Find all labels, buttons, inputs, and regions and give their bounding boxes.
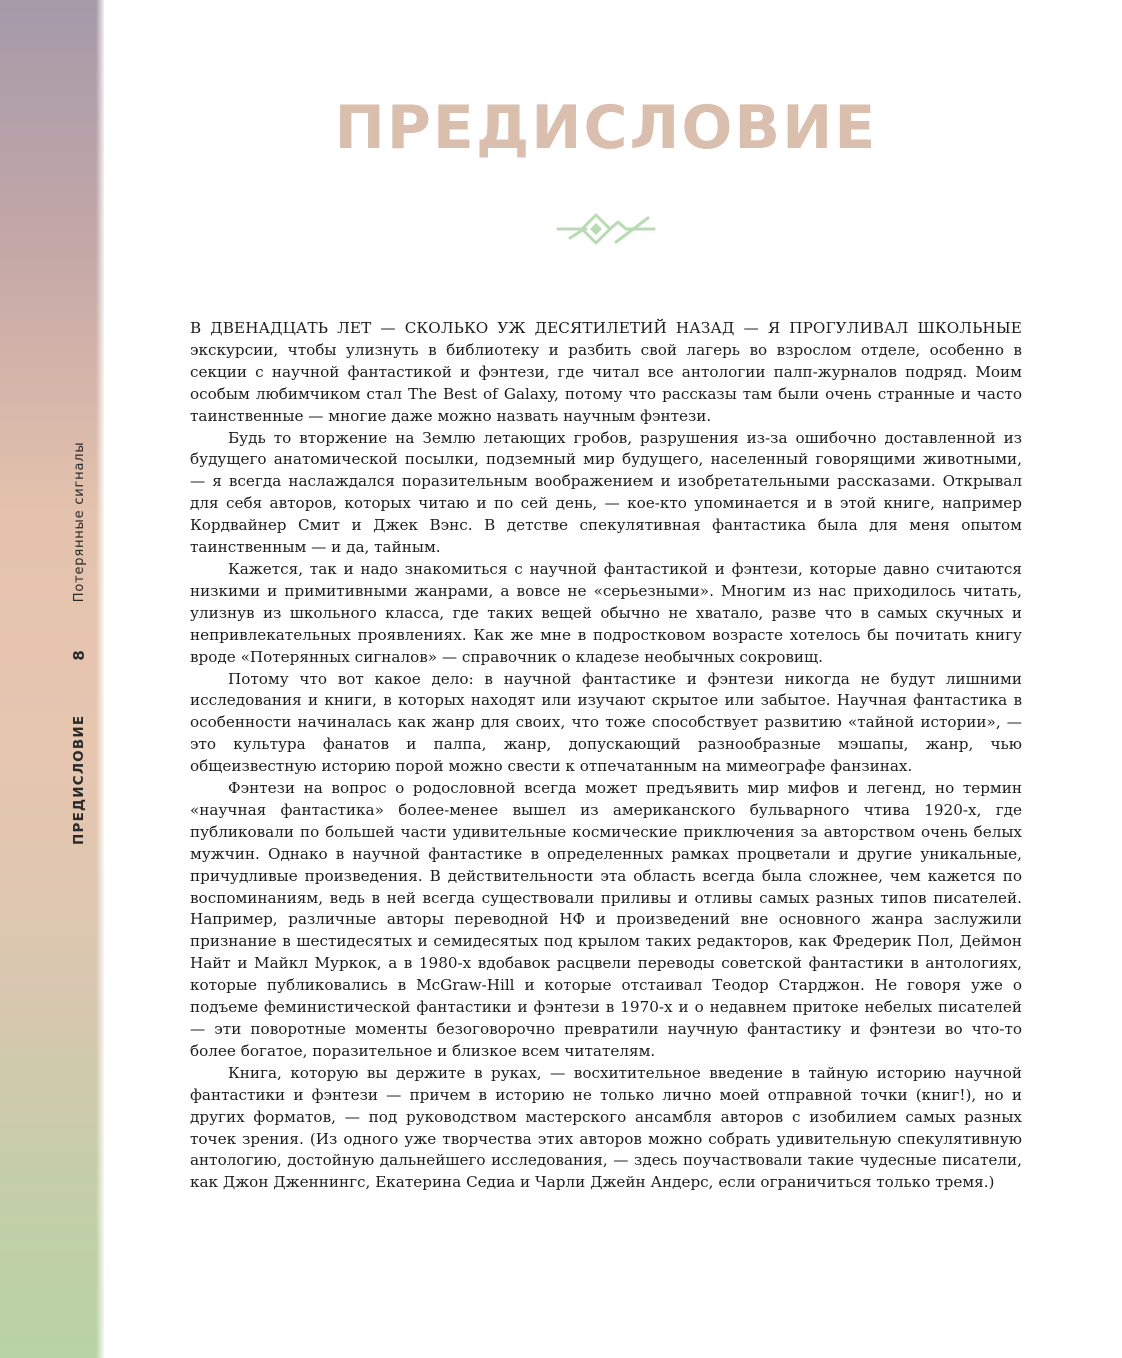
body-paragraph: Книга, которую вы держите в руках, — восхитительное введение в тайную историю научной фантастики и фэнтези — причем в историю не только лично моей отправной точки (книг!), но и других форматов, — под руководством мастерского ансамбля авторов с изобилием самых разных точек зрения. (Из одного уже творчества этих авторов можно собрать удивительную спекулятивную антологию, достойную дальнейшего исследования, — здесь поучаствовали такие чудесные писатели, как Джон Дженнингс, Екатерина Седиа и Чарли Джейн Андерс, если ограничиться только тремя.) [190, 1063, 1022, 1192]
lead-paragraph-text: экскурсии, чтобы улизнуть в библиотеку и разбить свой лагерь во взрослом отделе, особенно в секции с научной фантастикой и фэнтези, где читал все антологии палп-журналов подряд. Моим особым любимчиком стал The Best of Galaxy, потому что рассказы там были очень странные и часто таинственные — многие даже можно назвать научным фэнтези. [190, 340, 1022, 425]
running-section-title: ПРЕДИСЛОВИЕ [71, 714, 87, 845]
body-paragraph: Будь то вторжение на Землю летающих гробов, разрушения из-за ошибочно доставленной из будущего анатомической посылки, подземный мир будущего, населенный говорящими животными, — я всегда наслаждался поразительным воображением и изобретательными рассказами. Открывал для себя авторов, которых читаю и по сей день, — кое-кто упоминается и в этой книге, например Кордвайнер Смит и Джек Вэнс. В детстве спекулятивная фантастика была для меня опытом таинственным — и да, тайным. [190, 428, 1022, 557]
diamond-divider-ornament-icon [556, 212, 656, 246]
body-paragraph: Фэнтези на вопрос о родословной всегда может предъявить мир мифов и легенд, но термин «научная фантастика» более-менее вышел из американского бульварного чтива 1920-х, где публиковали по большей части удивительные космические приключения за авторством очень белых мужчин. Однако в научной фантастике в определенных рамках процветали и другие уникальные, причудливые произведения. В действительности эта область всегда была сложнее, чем кажется по воспоминаниям, ведь в ней всегда существовали приливы и отливы самых разных типов писателей. Например, различные авторы переводной НФ и произведений вне основного жанра заслужили признание в шестидесятых и семидесятых под крылом таких редакторов, как Фредерик Пол, Деймон Найт и Майкл Муркок, а в 1980-х вдобавок расцвели переводы советской фантастики в антологиях, которые публиковались в McGraw-Hill и которые отстаивал Теодор Старджон. Не говоря уже о подъеме феминистической фантастики и фэнтези в 1970-х и о недавнем притоке небелых писателей — эти поворотные моменты безоговорочно превратили научную фантастику и фэнтези во что-то более богатое, поразительное и близкое всем читателям. [190, 779, 1022, 1060]
lead-paragraph [190, 318, 1022, 428]
body-paragraph: Потому что вот какое дело: в научной фантастике и фэнтези никогда не будут лишними исследования и книги, в которых находят или изучают скрытое или забытое. Научная фантастика в особенности начиналась как жанр для своих, что тоже способствует развитию «тайной истории», — это культура фанатов и палпа, жанр, допускающий разнообразные мэшапы, жанр, чью общеизвестную историю порой можно свести к отпечатанным на мимеографе фанзинах. [190, 669, 1022, 776]
page-number: 8 [70, 650, 88, 661]
article-body [190, 318, 1022, 1194]
chapter-title: ПРЕДИСЛОВИЕ [334, 93, 878, 163]
side-running-header [70, 442, 88, 845]
side-color-band [0, 0, 104, 1358]
body-paragraph: Кажется, так и надо знакомиться с научной фантастикой и фэнтези, которые давно считаются низкими и примитивными жанрами, а вовсе не «серьезными». Многим из нас приходилось читать, улизнув из школьного класса, где таких вещей обычно не хватало, разве что в самых скучных и непривлекательных проявлениях. Как же мне в подростковом возрасте хотелось бы почитать книгу вроде «Потерянных сигналов» — справочник о кладезе необычных сокровищ. [190, 559, 1022, 666]
running-book-title: Потерянные сигналы [71, 441, 87, 603]
lead-small-caps: В ДВЕНАДЦАТЬ ЛЕТ — СКОЛЬКО УЖ ДЕСЯТИЛЕТИЙ НАЗАД — Я ПРОГУЛИВАЛ ШКОЛЬНЫЕ [190, 319, 1022, 337]
